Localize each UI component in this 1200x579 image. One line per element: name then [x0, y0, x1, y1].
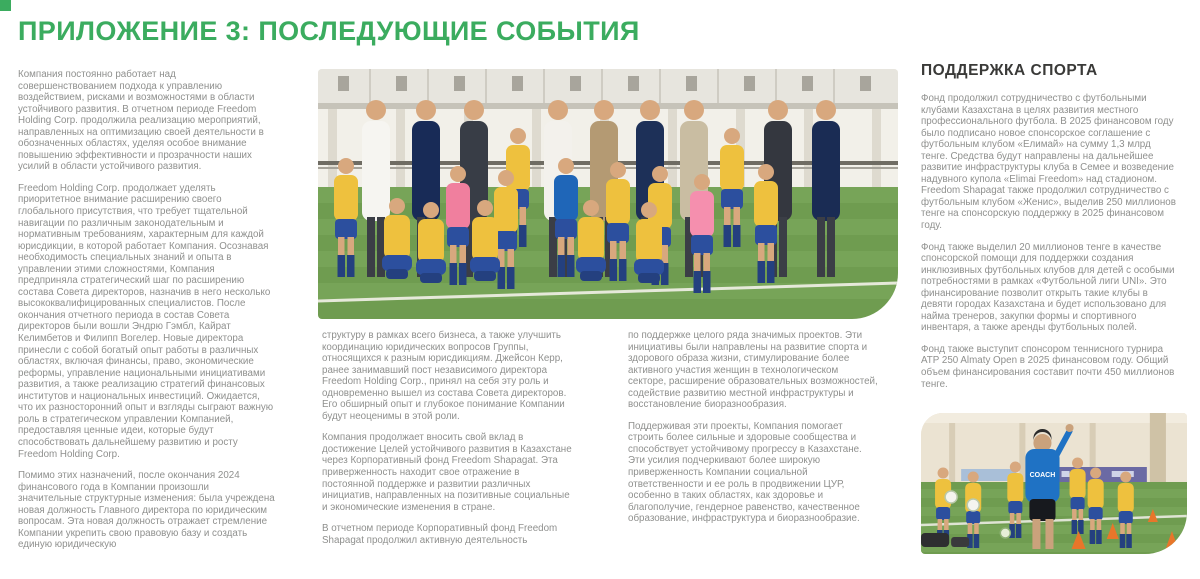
coach-shirt-label: COACH [1029, 472, 1056, 479]
paragraph: Фонд продолжил сотрудничество с футбольными клубами Казахстана в целях развития местного профессионального футбола. В 2025 финансовом году было подписано новое спонсорское соглашение с футбольным клубом «Елимай» на сумму 1,3 млрд тенге. Средства будут направлены на дальнейшее развитие инфраструктуры клуба в Семее и возведение надувного купола «Elimai Freedom» над стадионом. Freedom Shapagat также продолжил сотрудничество с футбольным клубом «Женис», выделив 250 миллионов тенге на спонсорскую поддержку в 2025 финансовом году. [921, 93, 1176, 232]
main-photo-illustration [318, 69, 898, 319]
right-text-column [628, 330, 878, 535]
paragraph: Фонд также выделил 20 миллионов тенге в качестве спонсорской помощи для поддержки создания инклюзивных футбольных клубов для детей с особыми потребностями в рамках «Футбольной лиги UNI». Это финансирование позволит открыть такие клубы в девяти городах Казахстана и будет использовано для найма тренеров, закупки формы и спортивного инвентаря, а также аренды футбольных полей. [921, 241, 1175, 334]
paragraph: Компания продолжает вносить свой вклад в достижение Целей устойчивого развития в Казахстане через Корпоративный фонд Freedom Shapagat. Эта приверженность находит свое отражение в постоянной поддержке и развитии различных инициатив, направленных на позитивные социальные и экономические изменения в стране. [322, 432, 572, 513]
middle-text-column [322, 330, 572, 556]
sidebar-photo [921, 413, 1187, 554]
paragraph: Компания постоянно работает над совершенствованием подхода к управлению воздействием, рисками и возможностями в области устойчивого развития. В отчетном периоде Freedom Holding Corp. продолжила реализацию мероприятий, направленных на оптимизацию своей деятельности в обозначенных областях, уделяя особое внимание повышению эффективности и прозрачности наших усилий в области устойчивого развития. [18, 69, 264, 173]
sidebar-text [921, 93, 1179, 390]
sidebar-sports-support [921, 62, 1179, 400]
paragraph: структуру в рамках всего бизнеса, а также улучшить координацию юридических вопросов Группы, относящихся к разным юрисдикциям. Джейсон Керр, ранее занимавший пост независимого директора Freedom Holding Corp., принял на себя эту роль и одновременно вышел из состава Совета директоров. Его обширный опыт и глубокое понимание Компании будут неоценимы в этой роли. [322, 330, 567, 422]
paragraph: Помимо этих назначений, после окончания 2024 финансового года в Компании произошли значительные структурные изменения: была учреждена новая должность Главного директора по юридическим вопросам. Эта новая должность отражает стремление Компании укрепить свою правовую базу и создать единую юридическую [18, 470, 275, 551]
left-text-column [18, 69, 275, 561]
main-photo [318, 69, 898, 319]
paragraph: Поддерживая эти проекты, Компания помогает строить более сильные и здоровые сообщества и способствует устойчивому прогрессу в Казахстане. Эти усилия подчеркивают более широкую приверженность Компании социальной ответственности и ее роль в продвижении ЦУР, особенно в таких областях, как здоровье и благополучие, гендерное равенство, качественное образование, инфраструктура и биоразнообразие. [628, 420, 862, 525]
paragraph: Freedom Holding Corp. продолжает уделять приоритетное внимание расширению своего глобального присутствия, что требует тщательной навигации по различным законодательным и нормативным требованиям, характерным для каждой юрисдикции, в которой работает Компания. Осознавая необходимость специальных знаний и опыта в управлении этими сложностями, Компания предприняла стратегический шаг по расширению состава Совета директоров, назначив в него несколько высококвалифицированных специалистов. После окончания отчетного периода в состав Совета директоров были вошли Эндрю Гэмбл, Кайрат Келимбетов и Филипп Вогелер. Новые директора принесли с собой богатый опыт работы в различных областях, включая финансы, право, экономические реформы, управление национальными инициативами развития, а также реализацию стратегий финансовых институтов и национальных инвестиций. Ожидается, что их разносторонний опыт и взгляды сыграют важную роль в стратегическом управлении Компанией, предоставляя ценные идеи, которые будут способствовать дальнейшему развитию и росту Freedom Holding Corp. [18, 182, 274, 460]
sidebar-photo-illustration [921, 413, 1187, 554]
corner-accent-square [0, 0, 11, 11]
paragraph: по поддержке целого ряда значимых проектов. Эти инициативы были направлены на развитие спорта и здорового образа жизни, стимулирование более активного участия женщин в технологическом секторе, расширение образовательных возможностей, содействие развитию местной инфраструктуры и восстановление биоразнообразия. [628, 330, 878, 411]
paragraph: Фонд также выступит спонсором теннисного турнира ATP 250 Almaty Open в 2025 финансовом году. Общий объем финансирования составит почти 450 миллионов тенге. [921, 343, 1175, 390]
paragraph: В отчетном периоде Корпоративный фонд Freedom Shapagat продолжил активную деятельность [322, 523, 558, 546]
page-title: ПРИЛОЖЕНИЕ 3: ПОСЛЕДУЮЩИЕ СОБЫТИЯ [18, 16, 640, 46]
sidebar-heading: ПОДДЕРЖКА СПОРТА [921, 62, 1098, 79]
